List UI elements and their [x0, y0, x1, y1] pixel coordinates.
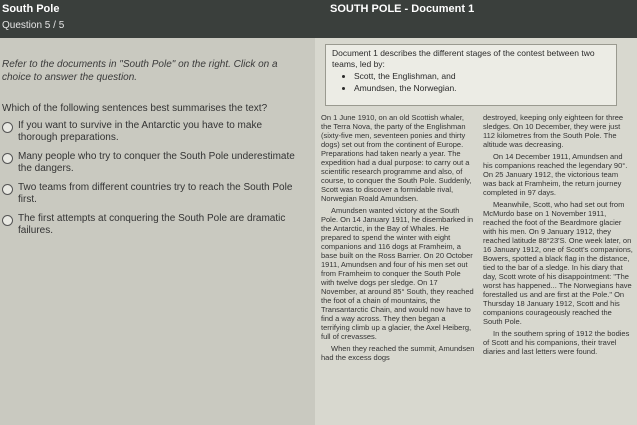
question-text: Which of the following sentences best summarises the text? [2, 103, 268, 114]
team-item: • Amundsen, the Norwegian. [354, 83, 610, 94]
option-label: Many people who try to conquer the South Pole underestimate the dangers. [18, 151, 295, 174]
document-intro-box [325, 44, 617, 106]
radio-button[interactable] [2, 153, 13, 164]
question-panel [0, 38, 315, 425]
team-item: • Scott, the Englishman, and [354, 71, 610, 82]
intro-text: Document 1 describes the different stages of the contest between two teams, led by: [332, 48, 595, 69]
team-list [332, 71, 610, 93]
answer-option[interactable] [2, 120, 302, 144]
paragraph: Amundsen wanted victory at the South Pole. On 14 January 1911, he disembarked in the Antarctic, in the Bay of Whales. He prepared to spend the winter with eight companions and 116 dogs at Framheim, a base built on the Ross Barrier. On 20 October 1911, Amundsen and four of his men set out from Framheim to conquer the South Pole with twelve dogs per sledge. On 17 November, at around 85° South, they reached the foot of a chain of mountains, the Transantarctic Chain, and would now have to find a way across. They then began a terrifying climb up a glacier, the Axel Heiberg, full of crevasses. [321, 206, 474, 341]
question-counter: Question 5 / 5 [2, 20, 65, 31]
paragraph: destroyed, keeping only eighteen for three sledges. On 10 December, they were just 112 kilometres from the South Pole. The altitude was decreasing. [483, 113, 624, 149]
text-column-right [483, 113, 633, 359]
paragraph: Meanwhile, Scott, who had set out from McMurdo base on 1 November 1911, reached the foot of the Beardmore glacier with his men. On 9 January 1912, they reached latitude 88°23'S. One week later, on 16 January 1912, one of Scott's companions, Bowers, spotted a black flag in the distance, tied to the bar of a sledge. In his diary that day, Scott wrote of his disappointment: "The worst has happened... The Norwegians have forestalled us and are first at the Pole." On Thursday 18 January 1912, Scott and his companions courageously reached the South Pole. [483, 200, 633, 326]
paragraph: On 1 June 1910, on an old Scottish whaler, the Terra Nova, the party of the Englishman (sixty-five men, seventeen ponies and thirty dogs) set out from the continent of Europe. Preparations had taken nearly a year. The expedition had a dual purpose: to carry out a scientific research programme and also, of course, to conquer the South Pole. Suddenly, Scott was to discover a formidable rival, Norwegian Roald Amundsen. [321, 113, 472, 203]
paragraph: When they reached the summit, Amundsen had the excess dogs [321, 344, 475, 362]
document-panel [315, 38, 637, 425]
option-label: If you want to survive in the Antarctic you have to make thorough preparations. [18, 120, 263, 143]
answer-option[interactable] [2, 151, 302, 175]
answer-option[interactable] [2, 213, 302, 237]
top-bar [0, 0, 637, 38]
instruction-text: Refer to the documents in "South Pole" on the right. Click on a choice to answer the question. [2, 59, 278, 83]
answer-option[interactable] [2, 182, 302, 206]
radio-button[interactable] [2, 184, 13, 195]
radio-button[interactable] [2, 215, 13, 226]
app-title: South Pole [2, 3, 60, 15]
radio-button[interactable] [2, 122, 13, 133]
paragraph: In the southern spring of 1912 the bodies of Scott and his companions, their travel diaries and last letters were found. [483, 329, 630, 356]
answer-options [2, 120, 302, 244]
option-label: The first attempts at conquering the South Pole are dramatic failures. [18, 213, 286, 236]
text-column-left [321, 113, 476, 365]
option-label: Two teams from different countries try to reach the South Pole first. [18, 182, 293, 205]
paragraph: On 14 December 1911, Amundsen and his companions reached the legendary 90°. On 25 January 1912, the victorious team was back at Framheim, the return journey completed in 97 days. [483, 152, 628, 197]
document-title: SOUTH POLE - Document 1 [330, 3, 475, 15]
